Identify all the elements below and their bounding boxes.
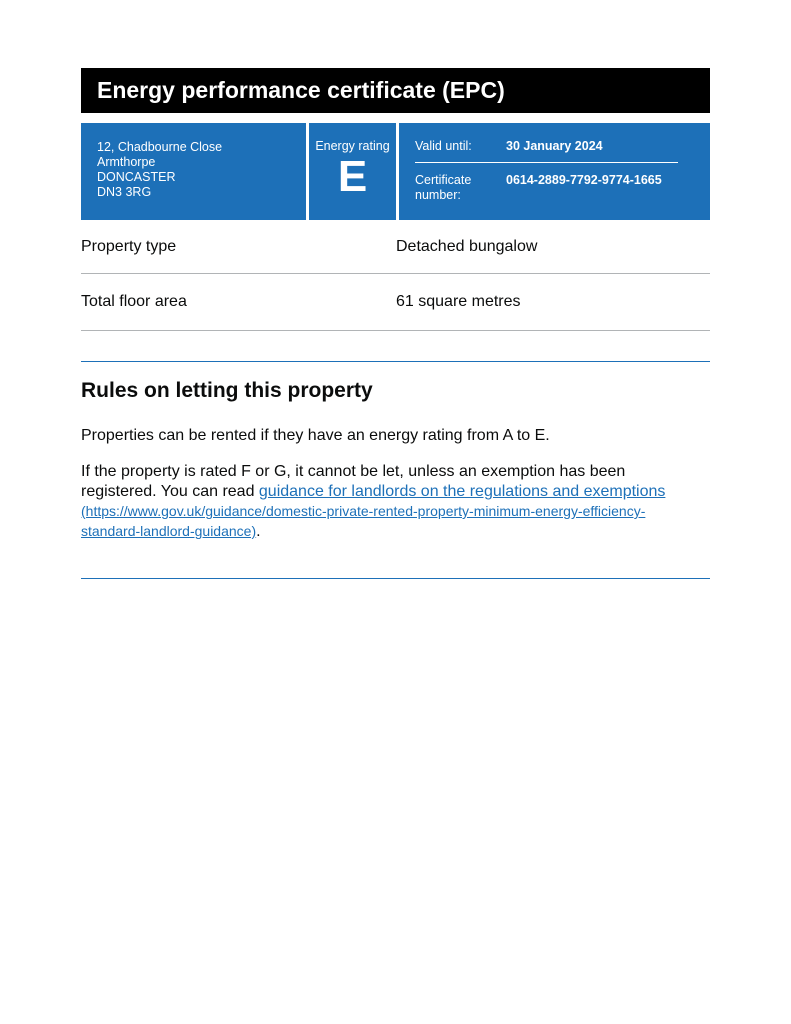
section-divider: [81, 361, 710, 362]
rules-paragraph-1: Properties can be rented if they have an energy rating from A to E.: [81, 427, 550, 444]
rules-paragraph-2-prefix: registered. You can read: [81, 483, 259, 500]
valid-until-label: Valid until:: [415, 139, 472, 153]
certificate-number-label: [415, 173, 506, 203]
valid-until-row: [415, 139, 678, 163]
rules-paragraph-2: [81, 462, 710, 542]
energy-rating-letter: E: [337, 152, 368, 201]
certificate-number-value: 0614-2889-7792-9774-1665: [506, 173, 662, 187]
property-type-row: [81, 220, 710, 274]
address-line-2: Armthorpe: [97, 155, 156, 169]
rules-paragraph-2-line-1: If the property is rated F or G, it cannot be let, unless an exemption has been: [81, 463, 626, 480]
section-divider-bottom: [81, 578, 710, 579]
energy-rating: [309, 123, 396, 220]
property-address: [81, 123, 306, 220]
guidance-url-line-2[interactable]: standard-landlord-guidance): [81, 523, 257, 539]
address-line-3: DONCASTER: [97, 170, 176, 184]
energy-rating-label: Energy rating: [315, 139, 390, 153]
rules-heading: Rules on letting this property: [81, 379, 373, 402]
certificate-details: [399, 123, 710, 220]
certificate-number-label-1: Certificate: [415, 173, 472, 187]
rules-paragraph-2-suffix: .: [256, 523, 261, 540]
page-title: [81, 68, 710, 113]
certificate-number-label-2: number:: [415, 188, 461, 202]
address-line-1: 12, Chadbourne Close: [97, 140, 223, 154]
property-type-label: Property type: [81, 237, 177, 255]
floor-area-row: [81, 274, 710, 331]
floor-area-label: Total floor area: [81, 293, 187, 310]
landlord-guidance-link[interactable]: guidance for landlords on the regulations and exemptions: [258, 483, 666, 500]
address-postcode: DN3 3RG: [97, 185, 152, 199]
epc-page: [81, 68, 710, 579]
certificate-number-row: [415, 163, 678, 203]
page-title-text: Energy performance certificate (EPC): [97, 77, 505, 103]
floor-area-value: 61 square metres: [396, 293, 521, 310]
guidance-url-line-1[interactable]: (https://www.gov.uk/guidance/domestic-private-rented-property-minimum-energy-efficiency-: [81, 503, 646, 519]
property-type-value: Detached bungalow: [396, 237, 538, 255]
epc-summary: [81, 123, 710, 220]
valid-until-value: 30 January 2024: [506, 139, 603, 153]
